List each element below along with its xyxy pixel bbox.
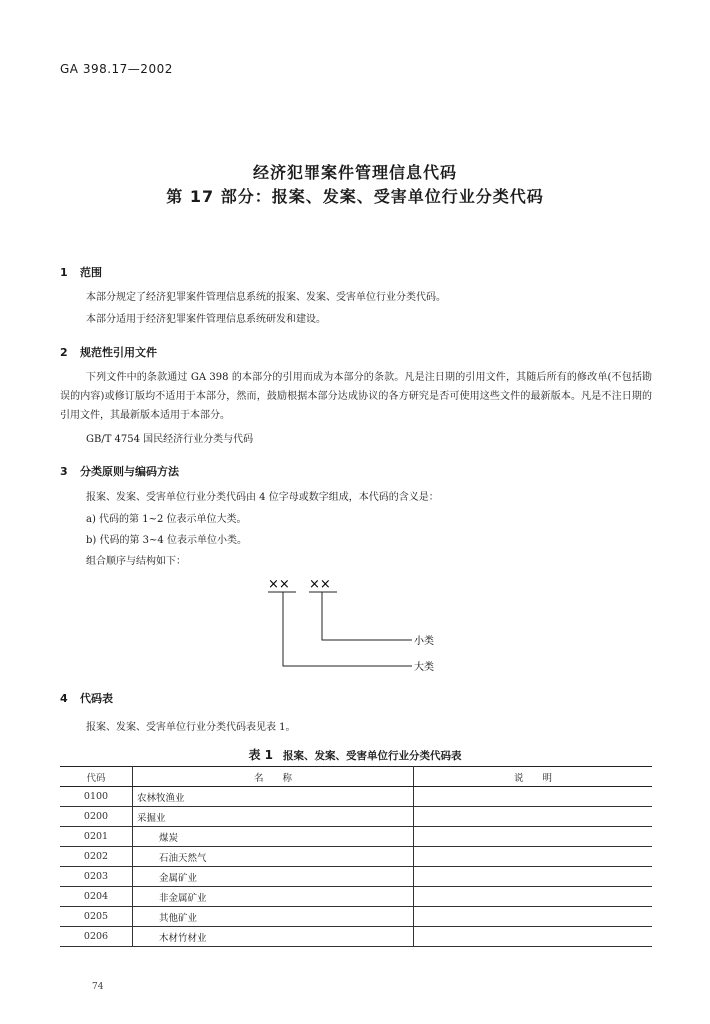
section-title: 范围 [80,266,102,279]
section-2-paragraph-1: 下列文件中的条款通过 GA 398 的本部分的引用而成为本部分的条款。凡是注日期的引用文件，其随后所有的修改单(不包括勘误的内容)或修订版均不适用于本部分，然而，鼓励根据本部分达成协议的各方研究是否可使用这些文件的最新版本。凡是不注日期的引用文件，其最新版本适用于本部分。 [60,372,652,421]
header-name: 名 称 [133,767,414,787]
cell-name: 金属矿业 [133,867,414,887]
section-4-paragraph-1: 报案、发案、受害单位行业分类代码表见表 1。 [86,722,296,733]
cell-name: 非金属矿业 [133,887,414,907]
code-structure-diagram [0,568,710,678]
section-title: 分类原则与编码方法 [80,465,179,478]
cell-code: 0204 [60,887,133,907]
section-number: 1 [60,266,68,279]
section-number: 4 [60,692,68,705]
table-row [60,847,652,867]
section-title: 代码表 [80,692,113,705]
cell-name: 石油天然气 [133,847,414,867]
table-row [60,807,652,827]
section-1-heading [60,264,102,280]
section-number: 3 [60,465,68,478]
cell-note [414,827,653,847]
header-note: 说 明 [414,767,653,787]
cell-note [414,847,653,867]
section-3-heading [60,463,179,479]
major-connector [283,592,412,666]
cell-code: 0200 [60,807,133,827]
cell-note [414,787,653,807]
section-3-paragraph-2: 组合顺序与结构如下： [86,556,186,567]
cell-name: 煤炭 [133,827,414,847]
major-class-label: 大类 [414,662,434,673]
document-subtitle: 第 17 部分：报案、发案、受害单位行业分类代码 [166,187,544,206]
table-row [60,927,652,947]
cell-name: 其他矿业 [133,907,414,927]
cell-code: 0206 [60,927,133,947]
table-body [60,787,652,947]
page-number: 74 [92,982,104,992]
cell-note [414,887,653,907]
industry-code-table [60,766,652,947]
cell-code: 0100 [60,787,133,807]
cell-name: 采掘业 [133,807,414,827]
section-title: 规范性引用文件 [80,346,157,359]
header-code: 代码 [60,767,133,787]
minor-class-marks: ×× [309,577,331,592]
section-3-paragraph-1: 报案、发案、受害单位行业分类代码由 4 位字母或数字组成，本代码的含义是： [86,492,439,503]
document-title: 经济犯罪案件管理信息代码 [252,163,457,182]
section-1-paragraph-2: 本部分适用于经济犯罪案件管理信息系统研发和建设。 [86,314,326,325]
table-title: 报案、发案、受害单位行业分类代码表 [283,750,462,762]
cell-name: 木材竹材业 [133,927,414,947]
minor-class-label: 小类 [414,636,434,647]
cell-note [414,867,653,887]
table-row [60,827,652,847]
cell-note [414,907,653,927]
minor-connector [322,592,412,640]
table-header-row [60,767,652,787]
cell-code: 0201 [60,827,133,847]
section-2-heading [60,344,157,360]
table-caption [0,746,710,763]
section-number: 2 [60,346,68,359]
cell-note [414,927,653,947]
section-3-item-a: a) 代码的第 1~2 位表示单位大类。 [86,514,247,525]
table-row [60,907,652,927]
table-number: 表 1 [248,748,274,762]
cell-code: 0203 [60,867,133,887]
standard-id: GA 398.17—2002 [60,62,173,76]
table-row [60,867,652,887]
cell-note [414,807,653,827]
cell-code: 0202 [60,847,133,867]
table-row [60,887,652,907]
section-3-item-b: b) 代码的第 3~4 位表示单位小类。 [86,535,247,546]
table-row [60,787,652,807]
cell-code: 0205 [60,907,133,927]
section-4-heading [60,690,113,706]
section-2-reference: GB/T 4754 国民经济行业分类与代码 [86,434,254,445]
section-1-paragraph-1: 本部分规定了经济犯罪案件管理信息系统的报案、发案、受害单位行业分类代码。 [86,292,446,303]
major-class-marks: ×× [268,577,290,592]
cell-name: 农林牧渔业 [133,787,414,807]
